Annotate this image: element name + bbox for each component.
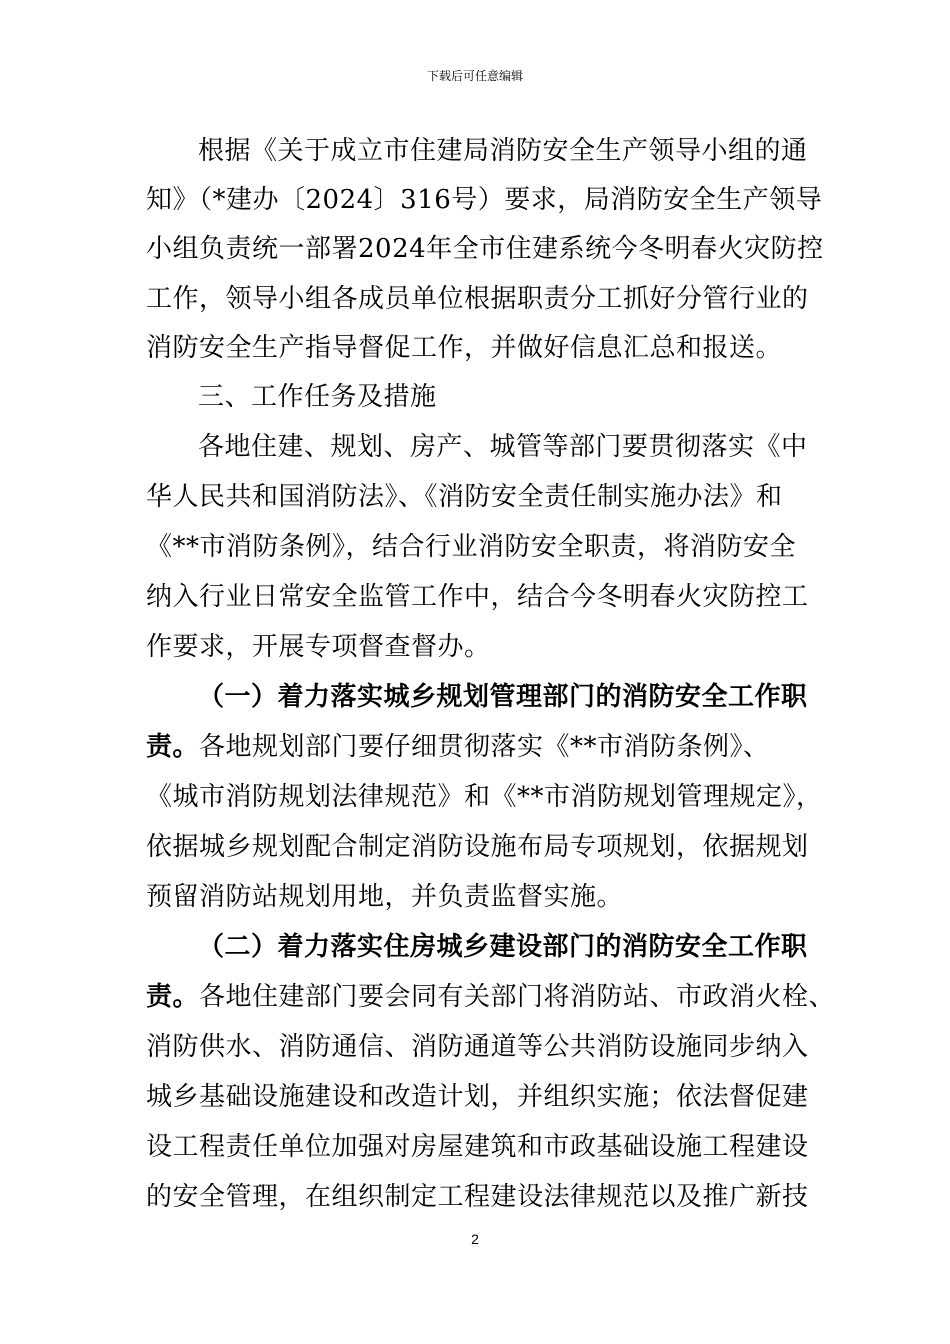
paragraph-1-line-3: 小组负责统一部署2024年全市住建系统今冬明春火灾防控 xyxy=(146,234,824,264)
paragraph-3-bold-end: 责。 xyxy=(146,732,200,762)
paragraph-2-line-4: 纳入行业日常安全监管工作中，结合今冬明春火灾防控工 xyxy=(146,582,809,612)
paragraph-2-line-5: 作要求，开展专项督查督办。 xyxy=(146,632,491,662)
paragraph-1-line-5: 消防安全生产指导督促工作，并做好信息汇总和报送。 xyxy=(146,333,783,363)
paragraph-4-line-2 xyxy=(146,980,836,1014)
paragraph-3-line-2-text: 各地规划部门要仔细贯彻落实《**市消防条例》、 xyxy=(199,732,770,762)
paragraph-1-line-4: 工作，领导小组各成员单位根据职责分工抓好分管行业的 xyxy=(146,284,809,314)
paragraph-1-line-2: 知》（*建办〔2024〕316号）要求，局消防安全生产领导 xyxy=(146,185,823,215)
paragraph-4-line-4: 城乡基础设施建设和改造计划，并组织实施；依法督促建 xyxy=(146,1082,809,1112)
paragraph-4-line-5: 设工程责任单位加强对房屋建筑和市政基础设施工程建设 xyxy=(146,1132,809,1162)
paragraph-3-line-4: 依据城乡规划配合制定消防设施布局专项规划，依据规划 xyxy=(146,832,809,862)
page-number: 2 xyxy=(471,1231,479,1247)
section-heading-3: 三、工作任务及措施 xyxy=(198,382,437,412)
paragraph-2-line-3: 《**市消防条例》，结合行业消防安全职责，将消防安全 xyxy=(146,532,797,562)
paragraph-2-line-1: 各地住建、规划、房产、城管等部门要贯彻落实《中 xyxy=(198,432,808,462)
paragraph-3-line-5: 预留消防站规划用地，并负责监督实施。 xyxy=(146,882,624,912)
paragraph-3-bold-heading: （一）着力落实城乡规划管理部门的消防安全工作职 xyxy=(198,682,808,712)
paragraph-4-bold-heading: （二）着力落实住房城乡建设部门的消防安全工作职 xyxy=(198,932,808,962)
header-note: 下载后可任意编辑 xyxy=(426,69,523,83)
paragraph-1-line-1: 根据《关于成立市住建局消防安全生产领导小组的通 xyxy=(198,136,808,166)
paragraph-4-line-6: 的安全管理，在组织制定工程建设法律规范以及推广新技 xyxy=(146,1182,809,1212)
paragraph-4-line-3: 消防供水、消防通信、消防通道等公共消防设施同步纳入 xyxy=(146,1032,809,1062)
paragraph-3-line-2 xyxy=(146,730,822,764)
paragraph-3-line-3: 《城市消防规划法律规范》和《**市消防规划管理规定》， xyxy=(146,782,823,812)
paragraph-4-line-2-text: 各地住建部门要会同有关部门将消防站、市政消火栓、 xyxy=(199,982,836,1012)
paragraph-2-line-2: 华人民共和国消防法》、《消防安全责任制实施办法》和 xyxy=(146,482,783,512)
paragraph-4-bold-end: 责。 xyxy=(146,982,200,1012)
